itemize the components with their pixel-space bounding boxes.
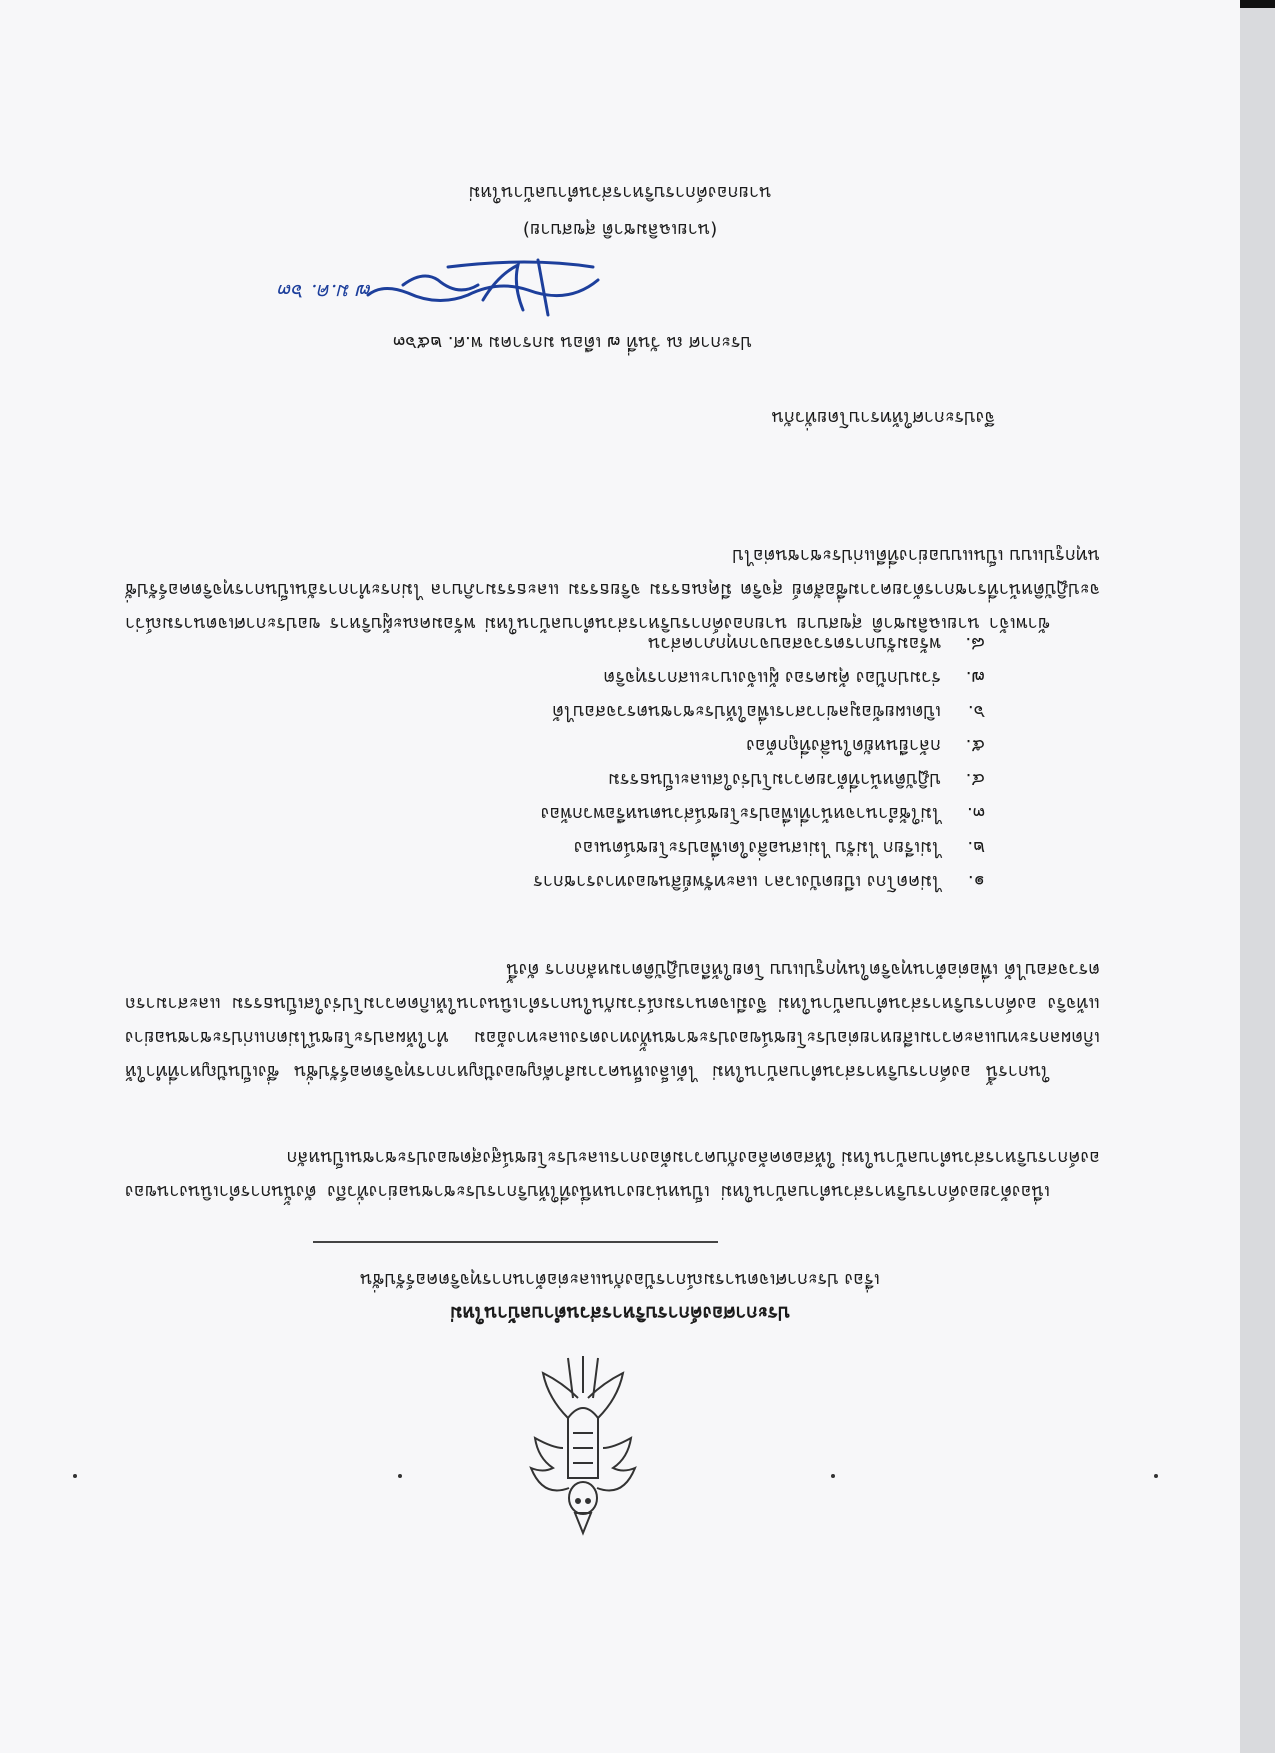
punch-dot	[1154, 1474, 1158, 1478]
scanner-background	[1240, 0, 1275, 1753]
signer-position: นายกองค์การบริหารส่วนตำบลบ้านใหม่	[468, 182, 772, 203]
document-title: ประกาศองค์การบริหารส่วนตำบลบ้านใหม่	[449, 1302, 791, 1324]
list-item: ๒. ไม่เรียก ไม่รับ ไม่เสนอสิ่งใดเพื่อประโยชน์ตนเอง	[573, 837, 985, 858]
list-item: ๖. เปิดเผยข้อมูลข่าวสารเพื่อให้ประชาชนตรวจสอบได้	[552, 701, 985, 722]
announcement-line: จึงประกาศให้ทราบโดยทั่วกัน	[771, 407, 995, 428]
signer-name: (นายเฉลิมชาติ สุขสบาย)	[522, 219, 718, 240]
punch-dot	[831, 1474, 835, 1478]
document-subject: เรื่อง ประกาศเจตนารมณ์การป้องกันและต่อต้านการทุจริตคอร์รัปชั่น	[360, 1269, 880, 1290]
handwritten-signature	[358, 255, 608, 325]
punch-dot	[73, 1474, 77, 1478]
list-item: ๗. ร่วมปกป้อง คุ้มครอง ผู้แจ้งเบาะแสการทุจริต	[603, 667, 985, 688]
scanner-edge	[1240, 0, 1275, 8]
list-item: ๔. ปฏิบัติหน้าที่ด้วยความโปร่งใสและเป็นธรรม	[608, 769, 985, 790]
policy-paragraph: ในการนี้ องค์การบริหารส่วนตำบลบ้านใหม่ ได้เล็งเห็นความสำคัญของปัญหาการทุจริตคอร์รัปชั่น ซึ่งเป็นปัญหาที่ทำให้เกิดผลกระทบและความเสียหายต่อประโยชน์ของประชาชนทั้งทางตรงและทางอ้อม ทำให้ผลประโยชน์ไม่ตกแก่ประชาชนอย่างแท้จริง องค์การบริหารส่วนตำบลบ้านใหม่ จึงมีเจตนารมณ์ร่วมกันในการดำเนินงานให้เกิดความโปร่งใสเป็นธรรม และสามารถตรวจสอบได้ เพื่อต่อต้านทุจริตในทุกรูปแบบ โดยให้ถือปฏิบัติตามหลักการ ดังนี้	[125, 959, 1100, 1082]
announcement-date: ประกาศ ณ วันที่ ๗ เดือน มกราคม พ.ศ. ๒๕๖๓	[392, 332, 752, 353]
closing-paragraph: ข้าพเจ้า นายเฉลิมชาติ สุขสบาย นายกองค์การบริหารส่วนตำบลบ้านใหม่ พร้อมคณะผู้บริหาร ขอประกาศเจตนารมณ์ว่าจะปฏิบัติหน้าที่ราชการด้วยความซื่อสัตย์ สุจริต มีคุณธรรม จริยธรรม และธรรมาภิบาล ไม่กระทำการอันเป็นการทุจริตคอร์รัปชั่นทุกรูปแบบ เป็นแบบอย่างที่ดีแก่ประชาชนต่อไป	[125, 545, 1100, 634]
intro-paragraph: เนื่องด้วยองค์การบริหารส่วนตำบลบ้านใหม่ เป็นหน่วยงานหนึ่งที่ให้บริการประชาชนอย่างทั่วถึง ดังนั้นการดำเนินงานขององค์การบริหารส่วนตำบลบ้านใหม่ ให้สอดคล้องกับความต้องการและประโยชน์สูงสุดของประชาชนเป็นหลัก	[125, 1147, 1100, 1202]
list-item: ๕. กล้ายืนหยัดในสิ่งที่ถูกต้อง	[746, 735, 985, 756]
pledge-list	[285, 626, 985, 898]
punch-dot	[398, 1474, 402, 1478]
garuda-emblem-icon	[523, 1348, 643, 1548]
signature-date-note: ๗ ม.ค. ๖๓	[278, 280, 372, 304]
list-item: ๘. พร้อมรับการตรวจสอบจากทุกภาคส่วน	[648, 633, 985, 654]
list-item: ๑. ไม่คดโกง เบียดบังเวลา และทรัพย์สินของทางราชการ	[533, 871, 985, 892]
list-item: ๓. ไม่ใช้อำนาจหน้าที่เพื่อประโยชน์ส่วนตนหรือพวกพ้อง	[540, 803, 985, 824]
title-divider	[313, 1241, 718, 1243]
